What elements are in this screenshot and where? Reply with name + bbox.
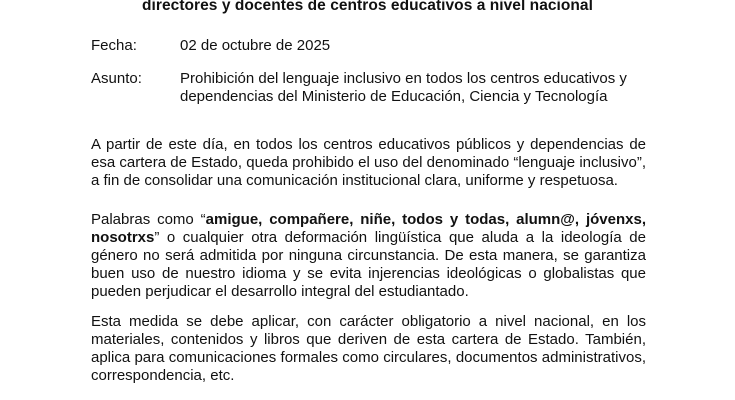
paragraph-line: género no será admitida por ninguna circunstancia. De esta manera, se garantiza — [91, 247, 646, 264]
subject-line: dependencias del Ministerio de Educación, Ciencia y Tecnología — [180, 88, 608, 105]
document-title-line: directores y docentes de centros educativos a nivel nacional — [142, 0, 593, 14]
paragraph-line: pueden perjudicar el desarrollo integral del estudiantado. — [91, 283, 469, 300]
paragraph-line: a fin de consolidar una comunicación institucional clara, uniforme y respetuosa. — [91, 172, 618, 189]
inclusive-word-bold: nosotrxs — [91, 229, 155, 246]
paragraph-line — [91, 229, 646, 247]
paragraph-2 — [91, 211, 646, 301]
paragraph-line — [91, 211, 646, 229]
paragraph-line: aplica para comunicaciones formales como circulares, documentos administrativos, — [91, 349, 646, 366]
paragraph-1 — [91, 136, 646, 190]
paragraph-line: correspondencia, etc. — [91, 367, 235, 384]
paragraph-line: Esta medida se debe aplicar, con carácter obligatorio a nivel nacional, en los — [91, 313, 646, 330]
paragraph-line: esa cartera de Estado, queda prohibido el uso del denominado “lenguaje inclusivo”, — [91, 154, 646, 171]
paragraph-line: A partir de este día, en todos los centros educativos públicos y dependencias de — [91, 136, 646, 153]
subject-line: Prohibición del lenguaje inclusivo en todos los centros educativos y — [180, 70, 627, 87]
date-value: 02 de octubre de 2025 — [180, 37, 331, 54]
subject-value — [180, 70, 627, 106]
paragraph-text: ” o cualquier otra deformación lingüística que aluda a la ideología de — [154, 229, 646, 246]
date-label: Fecha: — [91, 37, 137, 54]
paragraph-line: materiales, contenidos y libros que deriven de esta cartera de Estado. También, — [91, 331, 646, 348]
quote-open: Palabras como “ — [91, 211, 206, 228]
inclusive-words-bold: amigue, compañere, niñe, todos y todas, alumn@, jóvenxs, — [205, 211, 646, 228]
paragraph-3 — [91, 313, 646, 385]
paragraph-line: buen uso de nuestro idioma y se evita injerencias ideológicas o globalistas que — [91, 265, 646, 282]
subject-label: Asunto: — [91, 70, 142, 87]
